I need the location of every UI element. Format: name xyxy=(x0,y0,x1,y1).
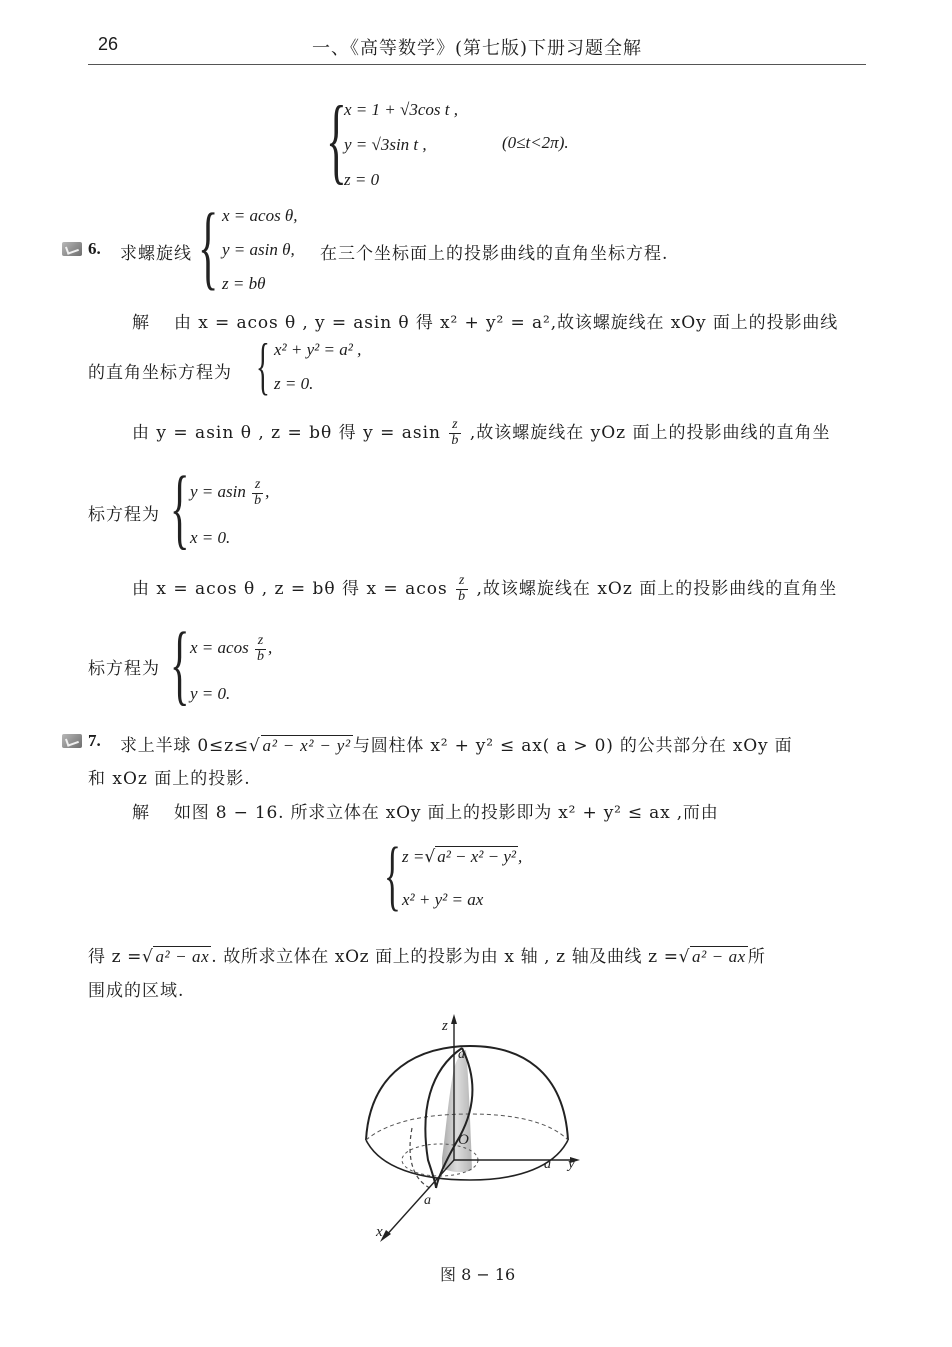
left-brace: { xyxy=(170,615,190,714)
comma: , xyxy=(267,638,273,658)
yoz-eq-line-1 xyxy=(190,478,269,508)
p-text: 得 z = xyxy=(88,947,143,967)
p7-text-a: 求上半球 0≤z≤ xyxy=(120,736,249,756)
problem6-suffix: 在三个坐标面上的投影曲线的直角坐标方程. xyxy=(320,244,669,264)
origin-label: O xyxy=(458,1132,469,1148)
intersection-system xyxy=(384,831,584,918)
problem7-line-1 xyxy=(120,731,792,756)
intersection-eq-2: x² + y² = ax xyxy=(402,890,484,909)
exercise-icon xyxy=(62,242,82,256)
sqrt-icon: √ xyxy=(142,947,154,967)
problem6-prefix: 求螺旋线 xyxy=(120,244,192,264)
solution6-paragraph-3c: 标方程为 xyxy=(88,659,160,679)
sqrt-icon: √ xyxy=(424,847,436,867)
solution-label: 解 xyxy=(132,803,149,823)
solution7-paragraph-2 xyxy=(88,942,765,967)
left-brace: { xyxy=(170,459,190,558)
frac-den: b xyxy=(458,589,467,604)
p3-text-b: ,故该螺旋线在 xOz 面上的投影曲线的直角坐 xyxy=(476,579,838,599)
xoz-eq-text: x = acos xyxy=(190,638,249,658)
top-eq-range: (0≤t<2π). xyxy=(502,133,569,152)
solution6-paragraph-2 xyxy=(132,418,831,449)
fraction-z-over-b xyxy=(456,574,468,604)
left-brace: { xyxy=(326,86,347,193)
solution6-paragraph-3 xyxy=(132,574,837,605)
radicand: a² − ax xyxy=(155,947,210,966)
p7-text-b: 与圆柱体 x² + y² ≤ ax( a > 0) 的公共部分在 xOy 面 xyxy=(352,736,793,756)
z-arrow-icon xyxy=(451,1014,457,1024)
problem7-line-2: 和 xOz 面上的投影. xyxy=(88,769,251,789)
frac-num: z xyxy=(255,634,266,650)
eq-text: z = xyxy=(402,847,425,866)
helix-line-2: y = asin θ, xyxy=(222,240,295,259)
frac-den: b xyxy=(256,648,264,664)
fraction-z-over-b xyxy=(255,634,266,664)
xoy-eq-line-1: x² + y² = a² , xyxy=(274,340,362,359)
solution6-paragraph-1: 由 x = acos θ , y = asin θ 得 x² + y² = a²,故该螺旋线在 xOy 面上的投影曲线 xyxy=(174,313,839,333)
xoy-eq-line-2: z = 0. xyxy=(274,374,314,393)
yoz-projection-system xyxy=(170,459,330,558)
sqrt-icon: √ xyxy=(678,947,690,967)
solution6-paragraph-1b: 的直角坐标方程为 xyxy=(88,363,232,383)
helix-system xyxy=(198,195,338,299)
solution7-paragraph-3: 围成的区域. xyxy=(88,981,185,1001)
xoz-eq-line-2: y = 0. xyxy=(190,684,231,703)
problem7-number: 7. xyxy=(88,731,101,750)
helix-line-1: x = acos θ, xyxy=(222,206,298,225)
yoz-eq-line-2: x = 0. xyxy=(190,528,231,547)
header-rule xyxy=(88,64,866,65)
page-number: 26 xyxy=(98,34,119,54)
frac-den: b xyxy=(254,492,262,508)
p3-text-a: 由 x = acos θ , z = bθ 得 x = acos xyxy=(132,579,448,599)
problem6-number: 6. xyxy=(88,239,101,258)
p2-text-a: 由 y = asin θ , z = bθ 得 y = asin xyxy=(132,423,441,443)
intersection-eq-1 xyxy=(402,846,522,867)
solution-label: 解 xyxy=(132,313,149,333)
left-brace: { xyxy=(256,330,270,401)
frac-num: z xyxy=(449,418,461,434)
eq-text: , xyxy=(518,847,523,866)
p2-text-b: ,故该螺旋线在 yOz 面上的投影曲线的直角坐 xyxy=(469,423,831,443)
solution7-paragraph-1: 如图 8 − 16. 所求立体在 xOy 面上的投影即为 x² + y² ≤ ax ,而由 xyxy=(174,803,719,823)
yoz-eq-text: y = asin xyxy=(190,482,246,502)
frac-num: z xyxy=(252,478,263,494)
top-equation-system xyxy=(326,86,646,196)
p-text: . 故所求立体在 xOz 面上的投影为由 x 轴 , z 轴及曲线 z = xyxy=(211,947,679,967)
exercise-icon xyxy=(62,734,82,748)
radicand: a² − x² − y² xyxy=(437,847,517,866)
a-top-label: a xyxy=(458,1047,465,1062)
frac-den: b xyxy=(451,433,460,448)
a-right-label: a xyxy=(544,1157,551,1172)
solution6-paragraph-2c: 标方程为 xyxy=(88,505,160,525)
cylinder-shade xyxy=(442,1050,472,1172)
fraction-z-over-b xyxy=(449,418,461,448)
top-eq-line-1: x = 1 + √3cos t , xyxy=(344,100,458,119)
radicand: a² − ax xyxy=(692,947,746,966)
sqrt-icon: √ xyxy=(248,736,261,756)
left-brace: { xyxy=(384,831,401,918)
xoy-projection-system xyxy=(256,330,416,401)
x-axis-label: x xyxy=(376,1224,383,1240)
running-title: 一、《高等数学》(第七版)下册习题全解 xyxy=(312,38,643,59)
frac-num: z xyxy=(456,574,468,590)
z-axis-label: z xyxy=(442,1018,448,1034)
hemisphere-cylinder-figure xyxy=(350,1010,600,1250)
y-axis-label: y xyxy=(568,1156,575,1172)
left-brace: { xyxy=(198,195,219,299)
p-text: 所 xyxy=(747,947,766,967)
fraction-z-over-b xyxy=(252,478,263,508)
a-bottom-label: a xyxy=(424,1193,431,1208)
helix-line-3: z = bθ xyxy=(222,274,266,293)
comma: , xyxy=(265,482,270,502)
figure-caption: 图 8 − 16 xyxy=(440,1265,516,1284)
radicand: a² − x² − y² xyxy=(262,736,351,755)
x-axis xyxy=(384,1160,454,1238)
top-eq-line-3: z = 0 xyxy=(344,170,380,189)
top-eq-line-2: y = √3sin t , xyxy=(344,135,427,154)
xoz-eq-line-1 xyxy=(190,634,272,664)
xoz-projection-system xyxy=(170,615,330,714)
